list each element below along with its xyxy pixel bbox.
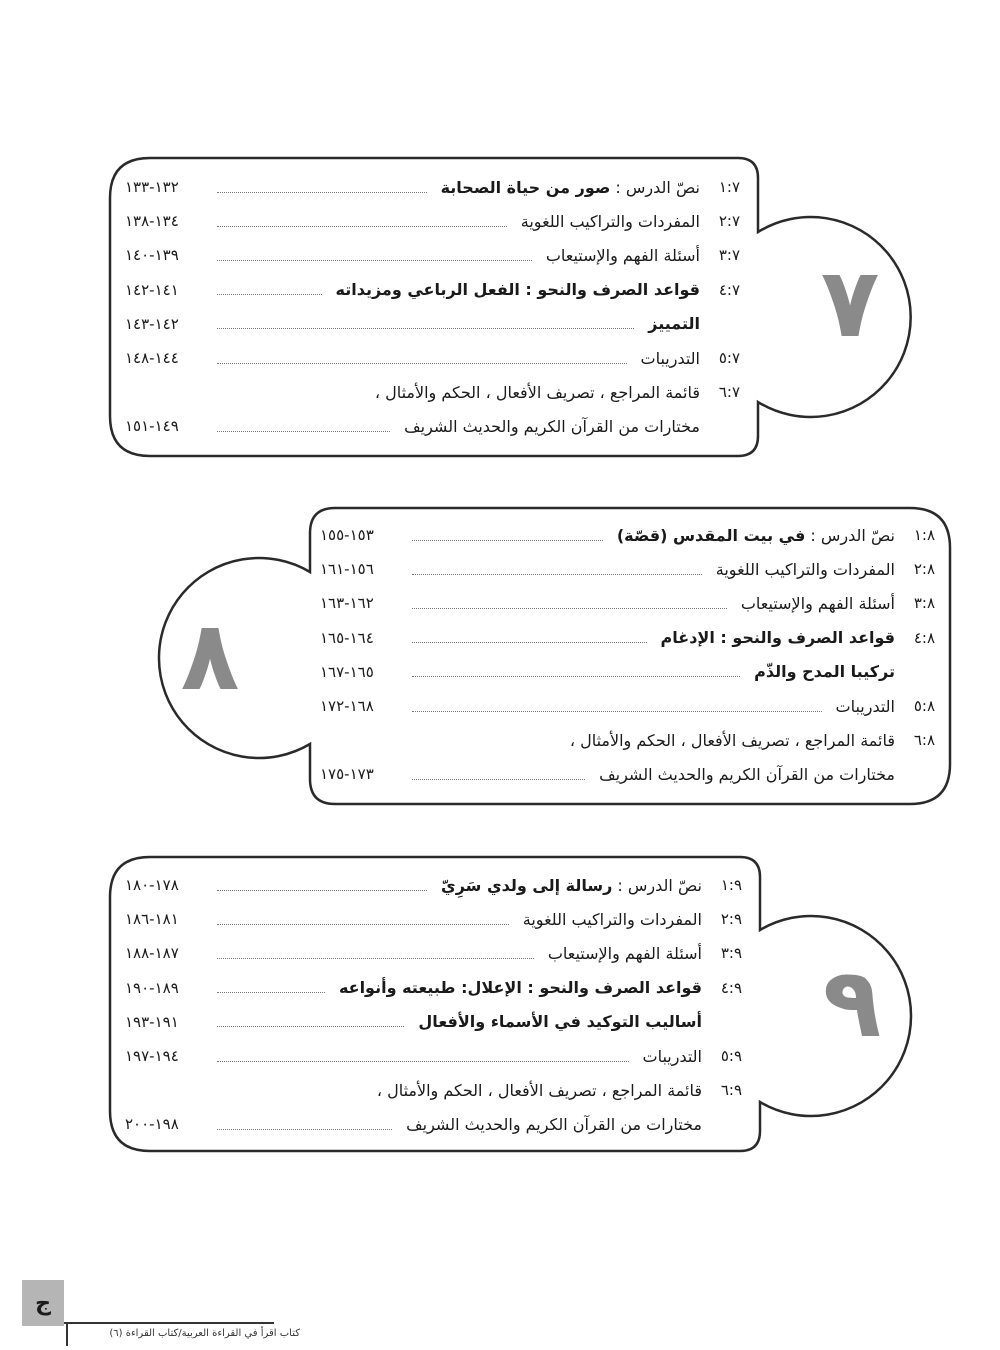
toc-entry [320,655,935,689]
toc-entry [125,1107,742,1141]
toc-entry [125,307,740,341]
entry-title-text: قواعد الصرف والنحو : الإعلال: طبيعته وأنواعه [338,978,702,998]
entry-number: ٥:٨ [913,697,935,715]
entry-number: ٥:٩ [720,1047,742,1065]
entry-number: ٦:٩ [720,1081,742,1100]
entry-title-text: مختارات من القرآن الكريم والحديث الشريف [404,416,700,436]
entry-number: ٣:٩ [720,944,742,963]
dot-leader [217,924,509,925]
entry-number: ٦:٧ [718,383,740,402]
entry-pages: ١٨٧-١٨٨ [125,944,179,963]
footer-credit: كتاب اقرأ في القراءة العربية/كتاب القراءة (٦) [109,1328,300,1339]
dot-leader [217,1061,629,1062]
page-footer [0,1268,1000,1350]
entry-title-text: نصّ الدرس : [610,177,700,197]
toc-entry [125,273,740,307]
entry-pages: ١٧٨-١٨٠ [125,876,179,894]
toc-entry [125,1005,742,1039]
entry-title [548,944,702,963]
entry-title [441,876,702,895]
dot-leader [217,226,507,227]
entry-title-text: قائمة المراجع ، تصريف الأفعال ، الحكم والأمثال ، [376,1080,702,1100]
entry-title-text: التدريبات [642,1046,702,1066]
entry-number: ٣:٧ [718,246,740,265]
entry-number: ٢:٧ [718,212,740,231]
dot-leader [217,958,534,959]
entry-pages: ١٥٦-١٦١ [320,560,374,579]
entry-title-lesson: صور من حياة الصحابة [440,177,611,197]
dot-leader [217,431,390,432]
entry-pages: ١٦٢-١٦٣ [320,594,374,613]
entry-title-text: تركيبا المدح والذّم [754,662,895,682]
entry-title [661,628,895,647]
entry-title [546,246,700,265]
toc-entry [125,1039,742,1073]
dot-leader [217,192,427,193]
entry-title-text: أساليب التوكيد في الأسماء والأفعال [418,1012,702,1032]
entry-number: ٤:٨ [913,628,935,647]
toc-entry [125,902,742,936]
entry-title-text: المفردات والتراكيب اللغوية [522,909,702,929]
dot-leader [412,642,647,643]
entry-number: ١:٧ [718,178,740,196]
entry-title [339,978,702,997]
toc-entry [125,238,740,272]
dot-leader [217,260,532,261]
entry-title-text: قواعد الصرف والنحو : الفعل الرباعي ومزيداته [335,280,700,300]
entry-title [377,1081,702,1100]
entry-title-text: مختارات من القرآن الكريم والحديث الشريف [406,1114,702,1134]
entry-pages: ١٨٩-١٩٠ [125,978,179,997]
entry-number: ١:٨ [913,526,935,544]
dot-leader [412,540,603,541]
dot-leader [412,574,702,575]
toc-entry [125,971,742,1005]
entry-number: ٥:٧ [718,349,740,367]
entry-pages: ١٥٣-١٥٥ [320,526,374,544]
entry-title [836,697,896,716]
toc-entry [320,552,935,586]
entry-title-lesson: رسالة إلى ولدي سَرِيّ [441,875,613,895]
entry-pages: ١٣٢-١٣٣ [125,178,179,196]
entry-pages: ١٣٤-١٣٨ [125,212,179,231]
toc-entry [320,723,935,757]
entry-title-text: المفردات والتراكيب اللغوية [520,211,700,231]
entry-pages: ١٩٤-١٩٧ [125,1047,179,1065]
entry-title [570,731,895,750]
entry-number: ٤:٧ [718,280,740,299]
entry-title [641,349,701,368]
entry-title [404,417,700,436]
toc-entry [320,757,935,791]
entry-pages: ١٨١-١٨٦ [125,910,179,929]
entry-title-text: التدريبات [640,348,700,368]
dot-leader [412,711,822,712]
entry-title-text: قائمة المراجع ، تصريف الأفعال ، الحكم والأمثال ، [569,730,895,750]
dot-leader [217,992,325,993]
entry-title [523,910,702,929]
entry-title-text: قواعد الصرف والنحو : الإدغام [660,628,895,648]
unit-8-number: ٨ [180,600,240,712]
entry-title-text: أسئلة الفهم والإستيعاب [740,593,895,613]
entry-title [754,662,895,681]
toc-entry [125,868,742,902]
entry-pages: ١٦٨-١٧٢ [320,697,374,715]
entry-title [406,1115,702,1134]
toc-entry [320,689,935,723]
entry-number: ٣:٨ [913,594,935,613]
dot-leader [217,890,427,891]
entry-number: ٢:٩ [720,910,742,929]
entry-number: ١:٩ [720,876,742,894]
entry-title-text: نصّ الدرس : [805,525,895,545]
dot-leader [217,328,634,329]
toc-entry [320,586,935,620]
entry-title-text: أسئلة الفهم والإستيعاب [547,943,702,963]
entry-pages: ١٦٤-١٦٥ [320,628,374,647]
dot-leader [412,779,585,780]
toc-entry [320,621,935,655]
toc-entry [125,204,740,238]
entry-title-text: نصّ الدرس : [612,875,702,895]
entry-title-text: المفردات والتراكيب اللغوية [715,559,895,579]
footer-rule-vertical [66,1322,68,1346]
entry-title-lesson: في بيت المقدس (قصّة) [616,525,806,545]
entry-pages: ١٤١-١٤٢ [125,280,179,299]
dot-leader [412,676,740,677]
dot-leader [217,1026,404,1027]
entry-title [648,314,700,333]
entry-title [741,594,895,613]
dot-leader [217,294,322,295]
entry-pages: ١٤٢-١٤٣ [125,314,179,333]
entry-title-text: مختارات من القرآن الكريم والحديث الشريف [599,764,895,784]
dot-leader [217,1129,392,1130]
entry-title [599,765,895,784]
entry-pages: ١٩١-١٩٣ [125,1012,179,1031]
entry-pages: ١٦٥-١٦٧ [320,662,374,681]
entry-title [375,383,700,402]
entry-title-text: أسئلة الفهم والإستيعاب [545,245,700,265]
footer-rule [64,1322,274,1324]
entry-number: ٢:٨ [913,560,935,579]
dot-leader [412,608,727,609]
entry-title-text: قائمة المراجع ، تصريف الأفعال ، الحكم والأمثال ، [374,382,700,402]
toc-entry [320,518,935,552]
entry-number: ٤:٩ [720,978,742,997]
entry-title [521,212,700,231]
dot-leader [217,363,627,364]
entry-title [441,178,700,197]
toc-entry [125,409,740,443]
entry-title [716,560,895,579]
page-letter-badge: ج [22,1280,64,1326]
toc-entry [125,170,740,204]
entry-title-text: التدريبات [835,696,895,716]
entry-pages: ١٤٩-١٥١ [125,417,179,436]
unit-7-number: ٧ [820,247,880,359]
toc-entry [125,375,740,409]
entry-pages: ١٧٣-١٧٥ [320,765,374,784]
entry-pages: ١٩٨-٢٠٠ [125,1115,179,1134]
toc-entry [125,936,742,970]
unit-9-number: ٩ [822,947,882,1059]
entry-title [418,1012,702,1031]
entry-title [643,1047,703,1066]
entry-title [336,280,700,299]
toc-entry [125,1073,742,1107]
toc-entry [125,341,740,375]
entry-pages: ١٣٩-١٤٠ [125,246,179,265]
entry-pages: ١٤٤-١٤٨ [125,349,179,367]
entry-title-text: التمييز [648,314,700,334]
entry-number: ٦:٨ [913,731,935,750]
entry-title [617,526,895,545]
